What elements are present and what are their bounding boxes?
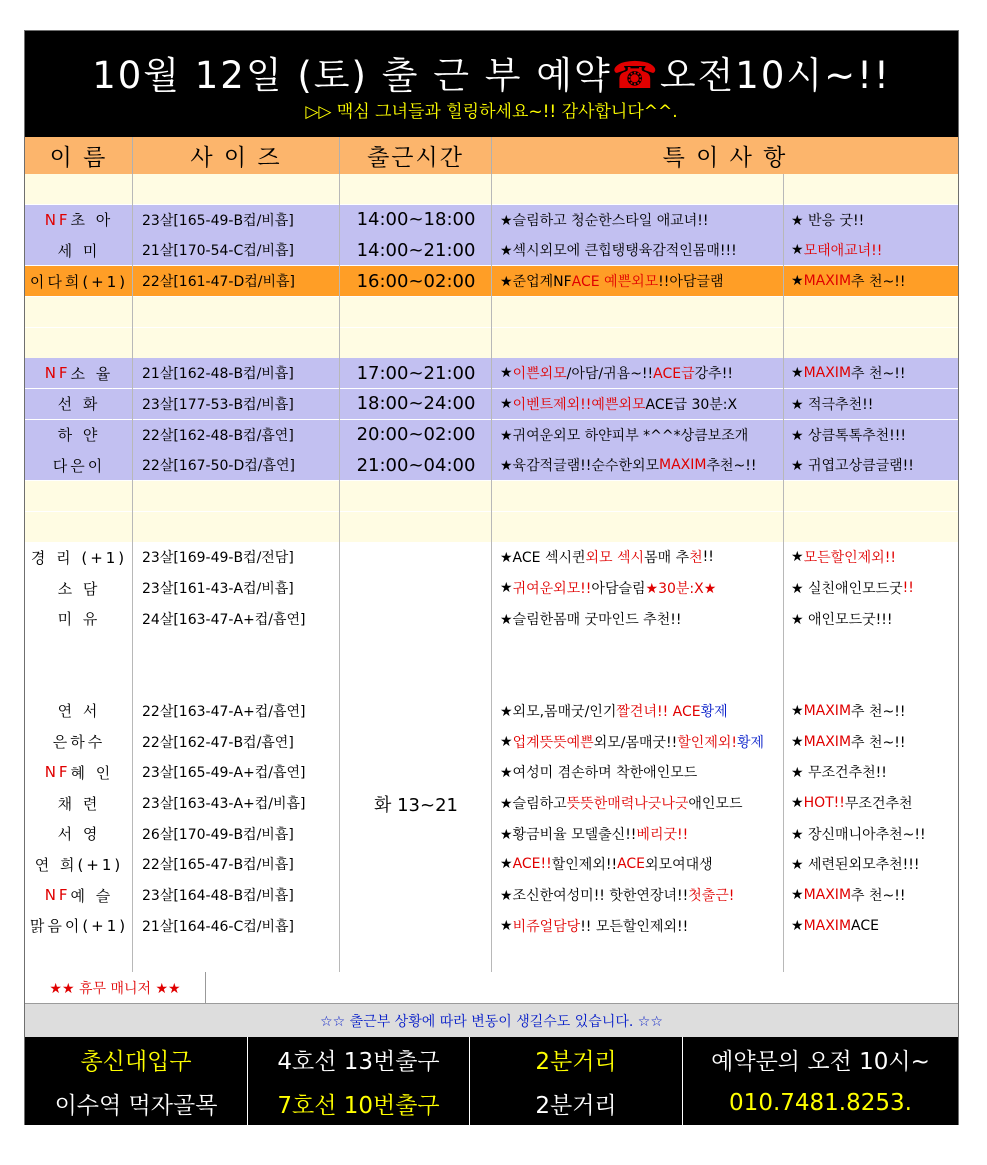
- recommend-cell: [784, 696, 958, 726]
- text-segment: ★ 상큼톡톡추천!!!: [791, 427, 906, 444]
- text-segment: !! 모든할인제외!!: [580, 918, 689, 935]
- name-cell: [25, 911, 133, 941]
- size-cell: 21살[164-46-C컵/비흡]: [142, 918, 294, 935]
- footer-cell: 010.7481.8253.: [729, 1090, 912, 1116]
- time-cell: 20:00~02:00: [356, 424, 476, 446]
- name-cell: [25, 358, 133, 388]
- size-cell: [133, 942, 340, 972]
- name-cell: [25, 297, 133, 327]
- footer-cell: 예약문의 오전 10시~: [711, 1048, 930, 1075]
- text-segment: 경 리 (+1): [30, 548, 128, 567]
- text-segment: 서 영: [57, 825, 101, 844]
- recommend-cell: [784, 542, 958, 572]
- text-segment: ★조신한여성미!! 핫한연장녀!!: [500, 888, 689, 905]
- time-cell: [340, 665, 492, 695]
- note-cell: [492, 880, 784, 910]
- size-cell: 22살[162-48-B컵/흡연]: [142, 427, 294, 444]
- time-cell: 17:00~21:00: [356, 362, 476, 384]
- name-cell: [25, 512, 133, 542]
- recommend-cell: [784, 266, 958, 296]
- note-cell: [492, 389, 784, 419]
- time-cell: 16:00~02:00: [356, 270, 476, 292]
- note-cell: [492, 266, 784, 296]
- text-segment: ACE 예쁜외모: [571, 274, 659, 291]
- text-segment: /아담/귀욤~!!: [566, 366, 654, 383]
- name-cell: [25, 573, 133, 603]
- text-segment: 강추!!: [694, 366, 733, 383]
- rest-label: ★★ 휴무 매니저 ★★: [25, 972, 206, 1004]
- text-segment: !!: [902, 580, 914, 597]
- note-cell: [492, 665, 784, 695]
- size-cell: 22살[162-47-B컵/흡연]: [142, 734, 294, 751]
- note-cell: [492, 481, 784, 511]
- text-segment: NF: [44, 210, 71, 229]
- recommend-cell: [784, 389, 958, 419]
- time-cell: [340, 849, 492, 879]
- text-segment: ★외모,몸매굿/인기: [500, 703, 617, 720]
- footer-cell: 4호선 13번출구: [248, 1037, 470, 1081]
- size-cell: 24살[163-47-A+컵/흡연]: [142, 611, 306, 628]
- name-cell: [25, 542, 133, 572]
- note-cell: [492, 205, 784, 235]
- name-cell: [25, 205, 133, 235]
- page-subtitle: ▷▷ 맥심 그녀들과 힐링하세요~!! 감사합니다^^.: [305, 102, 678, 122]
- text-segment: ★귀여운외모 하얀피부 *^^*상큼보조개: [500, 427, 749, 444]
- text-segment: 애인모드: [688, 796, 743, 812]
- time-cell: [340, 757, 492, 787]
- text-segment: 예 슬: [70, 886, 114, 905]
- time-cell: [340, 328, 492, 358]
- recommend-cell: [784, 450, 958, 480]
- name-cell: [25, 880, 133, 910]
- text-segment: ★30분:X★: [645, 581, 717, 598]
- column-divider: [132, 174, 133, 972]
- note-cell: [492, 635, 784, 665]
- text-segment: MAXIM: [803, 917, 852, 934]
- name-cell: [25, 727, 133, 757]
- text-segment: ★: [791, 795, 804, 811]
- text-segment: 베리굿!!: [636, 826, 689, 843]
- name-cell: [25, 635, 133, 665]
- text-segment: 외모여대생: [645, 857, 713, 874]
- text-segment: ★황금비율 모델출신!!: [500, 826, 637, 843]
- footer-cell: 2분거리: [470, 1037, 683, 1081]
- recommend-cell: [784, 358, 958, 388]
- name-cell: [25, 849, 133, 879]
- size-cell: [133, 328, 340, 358]
- name-cell: [25, 420, 133, 450]
- text-segment: ★: [791, 887, 804, 904]
- text-segment: MAXIM: [659, 457, 707, 474]
- recommend-cell: [784, 174, 958, 204]
- name-cell: [25, 389, 133, 419]
- note-cell: [492, 358, 784, 388]
- text-segment: ★: [791, 702, 804, 719]
- column-header-size: 사 이 즈: [133, 137, 340, 174]
- text-segment: ★: [791, 733, 804, 750]
- time-cell: [340, 819, 492, 849]
- text-segment: 채 련: [57, 794, 101, 813]
- name-cell: [25, 174, 133, 204]
- text-segment: ★: [791, 549, 804, 566]
- name-cell: [25, 450, 133, 480]
- note-cell: [492, 849, 784, 879]
- size-cell: 21살[162-48-B컵/비흡]: [142, 366, 294, 383]
- text-segment: ★: [500, 395, 513, 412]
- note-cell: [492, 819, 784, 849]
- text-segment: 업계뜻뜻예쁜: [512, 734, 594, 751]
- size-cell: 23살[164-48-B컵/비흡]: [142, 888, 294, 905]
- text-segment: ★ 무조건추천!!: [791, 765, 887, 782]
- note-cell: [492, 604, 784, 634]
- note-cell: [492, 942, 784, 972]
- time-cell: [340, 481, 492, 511]
- text-segment: ★슬림한몸매 굿마인드 추천!!: [500, 611, 682, 628]
- recommend-cell: [784, 757, 958, 787]
- size-cell: [133, 665, 340, 695]
- text-segment: ★: [791, 917, 804, 934]
- time-cell: [340, 696, 492, 726]
- text-segment: HOT!!: [803, 795, 845, 811]
- text-segment: MAXIM: [803, 702, 852, 719]
- name-cell: [25, 328, 133, 358]
- footer-info: [25, 1037, 958, 1125]
- recommend-cell: [784, 328, 958, 358]
- name-cell: [25, 266, 133, 296]
- name-cell: [25, 481, 133, 511]
- text-segment: ★ 귀엽고상큼글램!!: [791, 458, 914, 475]
- text-segment: 첫출근!: [688, 888, 735, 905]
- footer-cell: 이수역 먹자골목: [25, 1081, 248, 1125]
- note-cell: [492, 727, 784, 757]
- time-cell: 14:00~21:00: [356, 239, 476, 261]
- recommend-cell: [784, 481, 958, 511]
- time-cell: [340, 942, 492, 972]
- note-cell: [492, 573, 784, 603]
- size-cell: [133, 174, 340, 204]
- size-cell: 26살[170-49-B컵/비흡]: [142, 826, 294, 843]
- text-segment: 할인제외!: [677, 734, 737, 751]
- text-segment: ★섹시외모에 큰힙탱탱육감적인몸매!!!: [500, 243, 737, 260]
- text-segment: ★: [500, 856, 513, 873]
- note-cell: [492, 235, 784, 265]
- column-divider: [491, 174, 492, 972]
- text-segment: 모든할인제외!!: [803, 550, 896, 567]
- column-divider: [339, 174, 340, 972]
- time-cell: 21:00~04:00: [356, 454, 476, 476]
- text-segment: 무조건추천: [844, 796, 913, 812]
- time-cell: [340, 573, 492, 603]
- text-segment: ★: [500, 580, 513, 597]
- column-header-name: 이 름: [25, 137, 133, 174]
- time-cell: 14:00~18:00: [356, 209, 476, 231]
- recommend-cell: [784, 880, 958, 910]
- recommend-cell: [784, 635, 958, 665]
- text-segment: 모태애교녀!!: [803, 243, 883, 260]
- name-cell: [25, 604, 133, 634]
- size-cell: [133, 297, 340, 327]
- recommend-cell: [784, 911, 958, 941]
- text-segment: ★: [791, 242, 804, 259]
- size-cell: 23살[163-43-A+컵/비흡]: [142, 796, 306, 812]
- size-cell: 22살[167-50-D컵/흡연]: [142, 458, 295, 475]
- text-segment: ★: [500, 365, 513, 382]
- text-segment: ★ACE 섹시퀸: [500, 550, 586, 567]
- time-cell: [340, 880, 492, 910]
- time-cell: [340, 727, 492, 757]
- text-segment: 추 천~!!: [851, 274, 906, 291]
- text-segment: 세 미: [57, 241, 101, 260]
- size-cell: 22살[165-47-B컵/비흡]: [142, 857, 294, 874]
- text-segment: 할인제외!!: [551, 857, 618, 874]
- text-segment: !!아담글램: [658, 274, 724, 291]
- text-segment: ★준업계NF: [500, 274, 572, 291]
- time-cell: [340, 512, 492, 542]
- text-segment: MAXIM: [803, 733, 852, 750]
- text-segment: 추 천~!!: [851, 734, 906, 751]
- text-segment: MAXIM: [803, 887, 852, 904]
- name-cell: [25, 235, 133, 265]
- size-cell: [133, 481, 340, 511]
- name-cell: [25, 819, 133, 849]
- column-header-time: 출근시간: [340, 137, 492, 174]
- text-segment: NF: [44, 886, 71, 905]
- size-cell: [133, 635, 340, 665]
- text-segment: ★육감적글램!!순수한외모: [500, 458, 660, 475]
- name-cell: [25, 788, 133, 818]
- note-cell: [492, 696, 784, 726]
- text-segment: ACE급: [653, 366, 695, 383]
- text-segment: 추 천~!!: [851, 366, 906, 383]
- time-cell: [340, 911, 492, 941]
- note-cell: [492, 328, 784, 358]
- time-cell: [340, 604, 492, 634]
- text-segment: ★: [500, 733, 513, 750]
- text-segment: 추 천~!!: [851, 703, 906, 720]
- recommend-cell: [784, 788, 958, 818]
- text-segment: 선 화: [57, 395, 101, 414]
- time-cell: [340, 635, 492, 665]
- size-cell: 23살[165-49-A+컵/흡연]: [142, 765, 306, 782]
- recommend-cell: [784, 942, 958, 972]
- text-segment: 이벤트제외!!예쁜외모: [512, 396, 646, 413]
- recommend-cell: [784, 819, 958, 849]
- text-segment: ★ 실친애인모드굿: [791, 581, 903, 598]
- text-segment: ACE: [617, 856, 646, 873]
- text-segment: ★ 애인모드굿!!!: [791, 611, 893, 628]
- name-cell: [25, 696, 133, 726]
- rest-section: [25, 972, 958, 1004]
- time-cell: 18:00~24:00: [356, 393, 476, 415]
- size-cell: 23살[165-49-B컵/비흡]: [142, 212, 294, 229]
- text-segment: 추천~!!: [706, 458, 757, 475]
- size-cell: [133, 512, 340, 542]
- time-cell: [340, 542, 492, 572]
- text-segment: MAXIM: [803, 365, 852, 382]
- recommend-cell: [784, 604, 958, 634]
- text-segment: ★ 반응 굿!!: [791, 212, 865, 229]
- text-segment: 소 담: [57, 579, 101, 598]
- note-cell: [492, 420, 784, 450]
- text-segment: !!: [702, 549, 714, 566]
- text-segment: ACE급 30분:X: [645, 396, 738, 413]
- footer-cell: 7호선 10번출구: [248, 1081, 470, 1125]
- text-segment: MAXIM: [803, 273, 852, 290]
- name-cell: [25, 757, 133, 787]
- text-segment: 미 유: [57, 610, 101, 629]
- schedule-sheet: [24, 30, 959, 1125]
- text-segment: 뜻뜻한매력나긋나긋: [566, 796, 689, 812]
- text-segment: 은하수: [52, 733, 106, 752]
- note-cell: [492, 542, 784, 572]
- recommend-cell: [784, 235, 958, 265]
- text-segment: ★ 세련된외모추천!!!: [791, 857, 920, 874]
- merged-time-cell: 화 13~21: [373, 795, 458, 816]
- recommend-cell: [784, 512, 958, 542]
- text-segment: ACE: [851, 917, 879, 934]
- column-divider: [783, 174, 784, 972]
- text-segment: 혜 인: [70, 763, 114, 782]
- text-segment: ★: [500, 917, 513, 934]
- header-banner: [25, 31, 958, 137]
- note-cell: [492, 512, 784, 542]
- time-cell: [340, 297, 492, 327]
- text-segment: ★여성미 겸손하며 착한애인모드: [500, 765, 698, 782]
- text-segment: 다은이: [52, 456, 106, 475]
- text-segment: 하 얀: [57, 426, 101, 445]
- note-cell: [492, 174, 784, 204]
- size-cell: 23살[169-49-B컵/전담]: [142, 550, 294, 567]
- size-cell: 22살[161-47-D컵/비흡]: [142, 274, 295, 291]
- recommend-cell: [784, 849, 958, 879]
- note-cell: [492, 450, 784, 480]
- text-segment: 외모/몸매굿!!: [593, 734, 678, 751]
- text-segment: ★ 장신매니아추천~!!: [791, 826, 926, 843]
- text-segment: 이다희(+1): [29, 272, 129, 291]
- text-segment: 추 천~!!: [851, 888, 906, 905]
- recommend-cell: [784, 205, 958, 235]
- notice-bar: ☆☆ 출근부 상황에 따라 변동이 생길수도 있습니다. ☆☆: [25, 1004, 958, 1037]
- text-segment: ★ 적극추천!!: [791, 396, 874, 413]
- text-segment: 천: [689, 550, 703, 567]
- text-segment: 황제: [700, 703, 728, 720]
- note-cell: [492, 911, 784, 941]
- size-cell: 23살[177-53-B컵/비흡]: [142, 396, 294, 413]
- text-segment: 연 희(+1): [34, 855, 124, 874]
- text-segment: 몸매 추: [644, 550, 690, 567]
- text-segment: 이쁜외모: [512, 366, 567, 383]
- text-segment: 짤견녀!! ACE: [616, 703, 701, 720]
- text-segment: 소 율: [70, 364, 114, 383]
- footer-cell: 2분거리: [470, 1081, 683, 1125]
- column-header-notes: 특 이 사 항: [492, 137, 958, 174]
- note-cell: [492, 297, 784, 327]
- text-segment: 귀여운외모!!: [512, 581, 592, 598]
- recommend-cell: [784, 297, 958, 327]
- text-segment: NF: [44, 364, 71, 383]
- text-segment: 황제: [737, 734, 765, 751]
- text-segment: ★슬림하고: [500, 796, 567, 812]
- text-segment: 초 아: [70, 211, 114, 230]
- name-cell: [25, 665, 133, 695]
- size-cell: 22살[163-47-A+컵/흡연]: [142, 703, 306, 720]
- text-segment: ★슬림하고 청순한스타일 애교녀!!: [500, 212, 709, 229]
- text-segment: 아담슬림: [591, 581, 646, 598]
- size-cell: 21살[170-54-C컵/비흡]: [142, 243, 294, 260]
- text-segment: ★: [791, 365, 804, 382]
- text-segment: 연 서: [57, 702, 101, 721]
- time-cell: [340, 174, 492, 204]
- footer-cell: 총신대입구: [25, 1037, 248, 1081]
- recommend-cell: [784, 420, 958, 450]
- page-title: 10월 12일 (토) 출 근 부 예약☎오전10시~!!: [92, 54, 891, 97]
- size-cell: 23살[161-43-A컵/비흡]: [142, 581, 294, 598]
- recommend-cell: [784, 573, 958, 603]
- text-segment: NF: [44, 763, 71, 782]
- text-segment: 맑음이(+1): [29, 917, 129, 936]
- text-segment: 외모 섹시: [585, 550, 645, 567]
- text-segment: ACE!!: [512, 856, 552, 873]
- text-segment: ★: [791, 273, 804, 290]
- note-cell: [492, 757, 784, 787]
- name-cell: [25, 942, 133, 972]
- text-segment: 비쥬얼담당: [512, 918, 581, 935]
- recommend-cell: [784, 665, 958, 695]
- note-cell: [492, 788, 784, 818]
- phone-icon: ☎: [611, 54, 660, 97]
- recommend-cell: [784, 727, 958, 757]
